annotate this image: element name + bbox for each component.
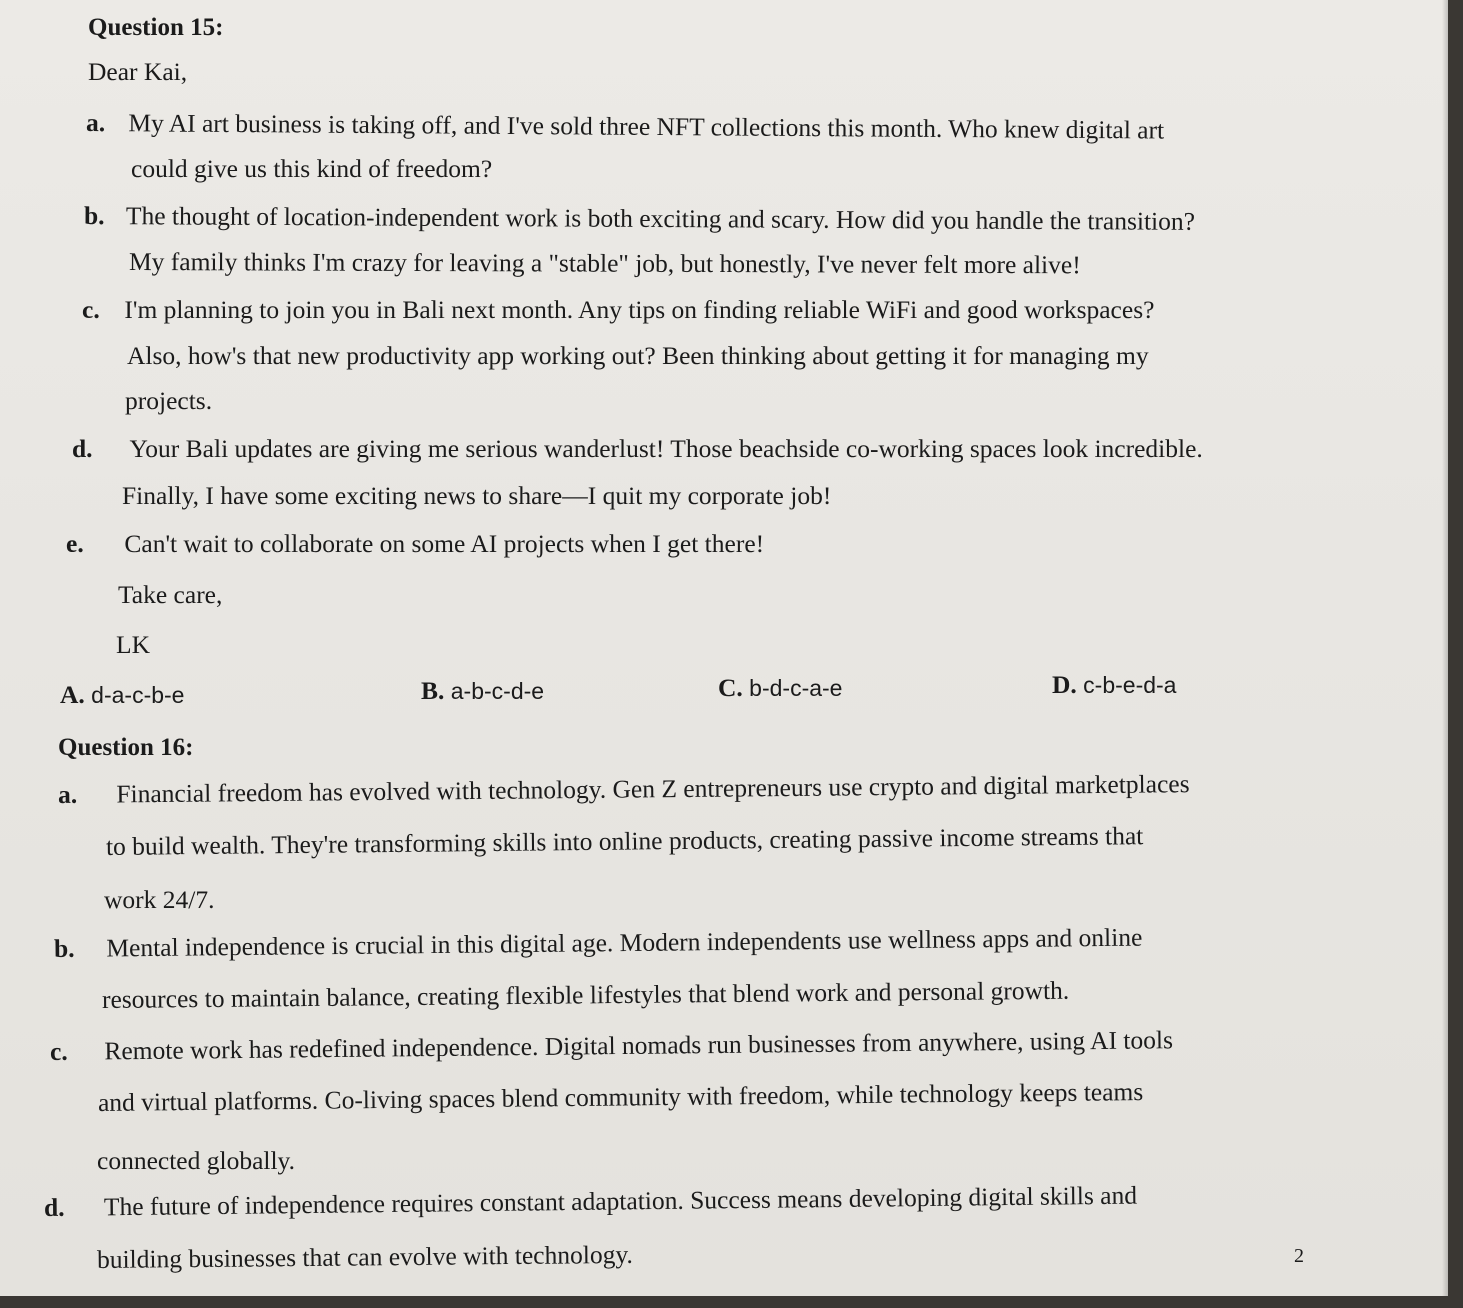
q15-option-d-label: D. (1052, 670, 1077, 699)
q15-item-b-line-1: The thought of location-independent work is both exciting and scary. How did you handle the transition? (125, 201, 1196, 236)
q15-item-a-line-1: My AI art business is taking off, and I've sold three NFT collections this month. Who knew digital art (128, 108, 1165, 145)
q15-option-c[interactable] (718, 673, 842, 703)
q15-option-c-text: b-d-c-a-e (749, 675, 843, 701)
q15-option-b-label: B. (421, 676, 445, 705)
q15-option-d[interactable] (1052, 670, 1176, 700)
q15-item-d-line-1: Your Bali updates are giving me serious wanderlust! Those beachside co-working spaces look incredible. (129, 434, 1203, 463)
q15-item-d (72, 434, 1203, 464)
page-edge-shadow (1442, 0, 1448, 1296)
q15-option-a-label: A. (60, 680, 85, 709)
q15-item-b-line-2: My family thinks I'm crazy for leaving a "stable" job, but honestly, I've never felt more alive! (128, 247, 1081, 280)
q15-item-d-label: d. (72, 434, 93, 463)
q15-item-e-line-1: Can't wait to collaborate on some AI projects when I get there! (124, 529, 765, 558)
q15-item-d-line-2: Finally, I have some exciting news to share—I quit my corporate job! (122, 481, 832, 510)
q16-item-b-line-2: resources to maintain balance, creating flexible lifestyles that blend work and personal growth. (101, 975, 1070, 1014)
q16-item-a-line-2: to build wealth. They're transforming skills into online products, creating passive income streams that (105, 821, 1144, 861)
q16-item-b-label: b. (53, 933, 75, 963)
q15-item-c-label: c. (82, 295, 100, 324)
q15-item-a-label: a. (85, 108, 106, 138)
q15-item-c-line-2: Also, how's that new productivity app working out? Been thinking about getting it for managing my (127, 341, 1149, 370)
q15-item-b-label: b. (83, 201, 105, 231)
q16-item-d (44, 1181, 1137, 1223)
letter-greeting: Dear Kai, (88, 57, 188, 86)
q16-item-a-line-1: Financial freedom has evolved with technology. Gen Z entrepreneurs use crypto and digital marketplaces (116, 769, 1190, 809)
q16-item-c-line-3: connected globally. (97, 1146, 296, 1175)
letter-closing: Take care, (118, 580, 223, 609)
page-number: 2 (1294, 1245, 1304, 1267)
q16-item-a (58, 769, 1190, 810)
q15-item-a-line-2: could give us this kind of freedom? (131, 154, 493, 183)
q16-item-d-line-1: The future of independence requires constant adaptation. Success means developing digital skills and (103, 1180, 1138, 1222)
q16-item-c (50, 1025, 1173, 1067)
q16-item-c-label: c. (49, 1036, 68, 1066)
q16-item-d-line-2: building businesses that can evolve with technology. (96, 1239, 633, 1274)
question-15-title: Question 15: (88, 14, 224, 41)
q15-item-e-label: e. (66, 529, 84, 558)
q15-item-a (86, 108, 1164, 146)
q16-item-a-label: a. (57, 779, 78, 809)
q15-option-d-text: c-b-e-d-a (1083, 672, 1177, 698)
q16-item-c-line-2: and virtual platforms. Co-living spaces blend community with freedom, while technology keeps teams (97, 1077, 1144, 1117)
question-16-title: Question 16: (58, 734, 194, 761)
q16-item-a-line-3: work 24/7. (104, 885, 215, 914)
q16-item-b-line-1: Mental independence is crucial in this digital age. Modern independents use wellness apps and online (106, 922, 1143, 963)
q15-option-a-text: d-a-c-b-e (91, 682, 185, 708)
q15-option-b[interactable] (421, 676, 544, 706)
letter-signature: LK (116, 630, 150, 659)
q15-item-c-line-3: projects. (125, 386, 213, 415)
q15-item-c-line-1: I'm planning to join you in Bali next month. Any tips on finding reliable WiFi and good workspaces? (124, 295, 1155, 324)
q15-item-c (82, 295, 1154, 325)
q15-option-b-text: a-b-c-d-e (450, 678, 545, 704)
q16-item-d-label: d. (43, 1192, 65, 1222)
q15-option-a[interactable] (60, 680, 184, 710)
q15-option-c-label: C. (718, 673, 743, 702)
q16-item-b (54, 923, 1143, 964)
q16-item-c-line-1: Remote work has redefined independence. Digital nomads run businesses from anywhere, using AI tools (104, 1025, 1174, 1066)
q15-item-b (84, 201, 1195, 237)
q15-item-e (66, 529, 764, 559)
